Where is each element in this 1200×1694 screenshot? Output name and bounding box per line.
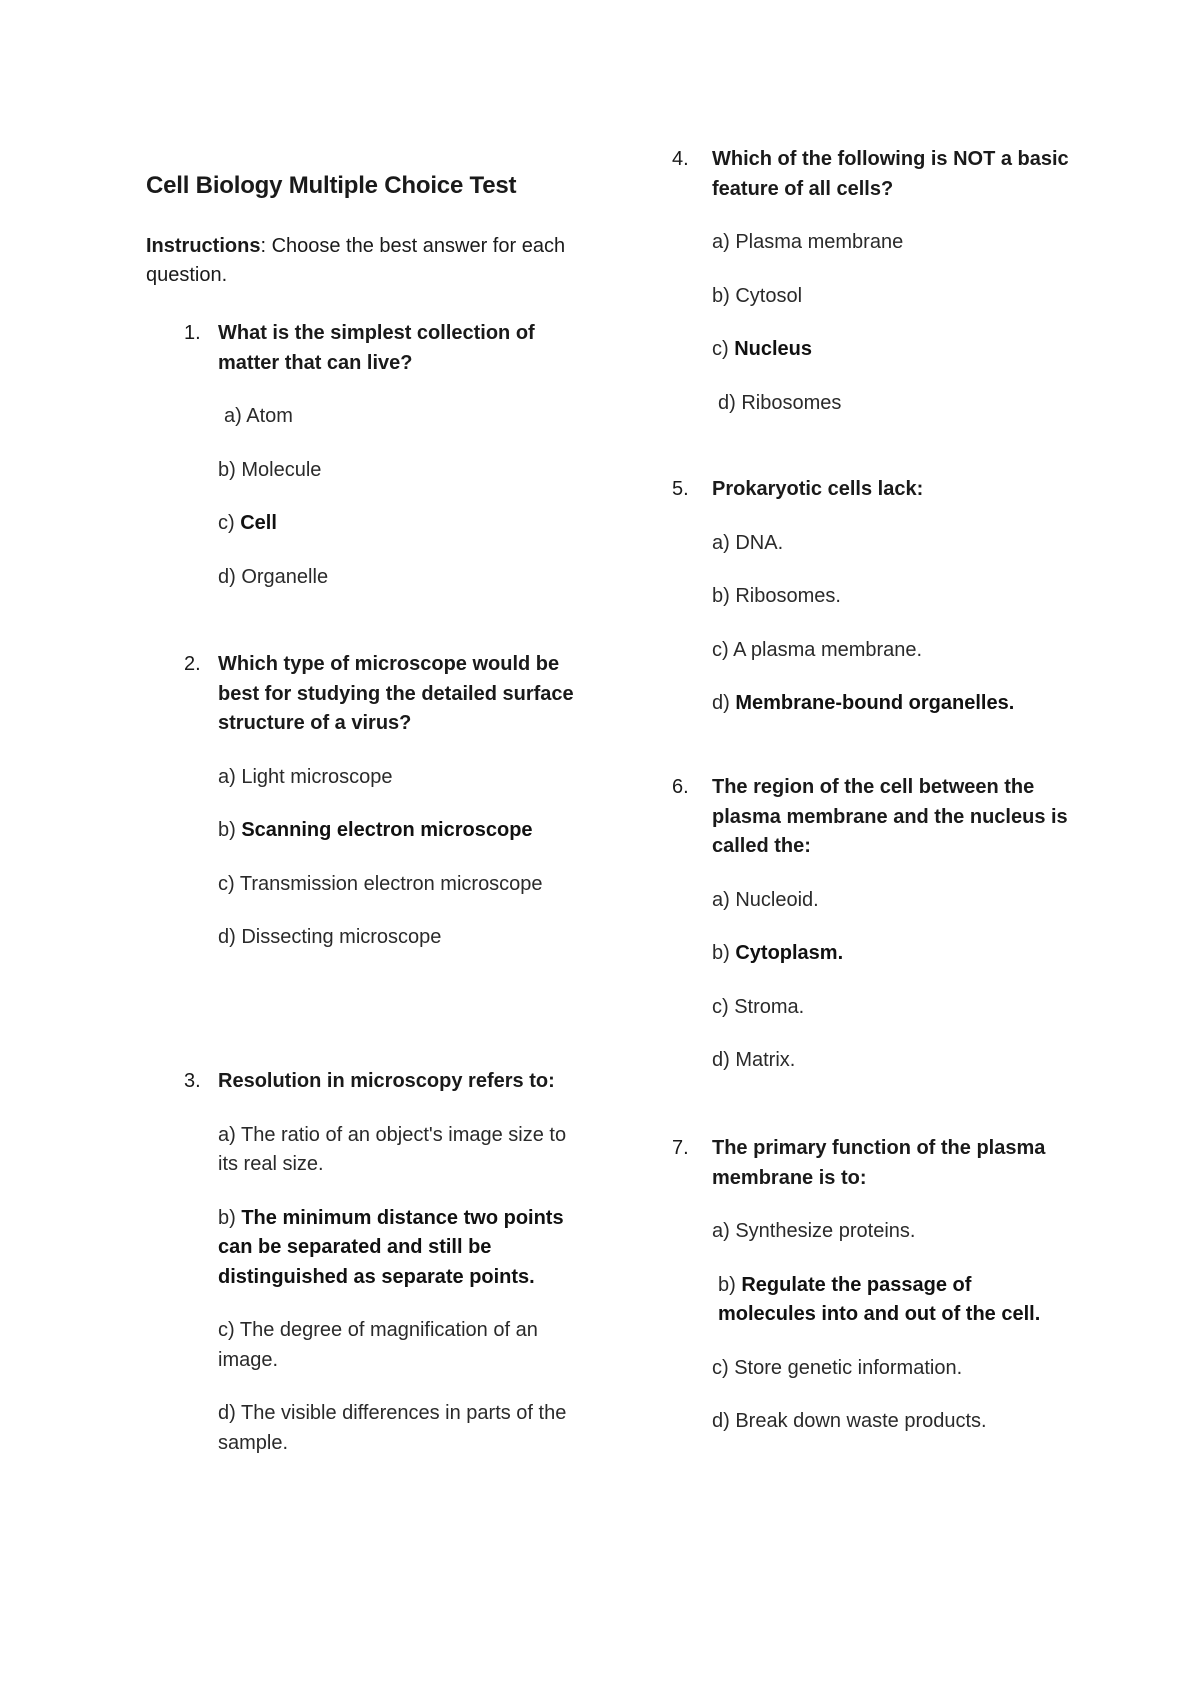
option-text: The visible differences in parts of the sample. [218,1402,567,1454]
answer-option [146,402,586,432]
answer-option [672,1407,1072,1437]
correct-answer-text: Cytoplasm. [735,942,844,964]
answer-option [672,389,1072,419]
instructions [146,232,566,290]
question-text [146,1067,586,1097]
option-text: Organelle [241,565,329,588]
question-3 [146,1067,586,1458]
option-text: A plasma membrane. [733,638,923,661]
instructions-label: Instructions [146,235,261,257]
option-letter: d) [718,391,742,414]
option-letter: b) [218,819,242,841]
option-text: Dissecting microscope [241,926,442,948]
question-4 [672,145,1072,418]
answer-option [672,1046,1072,1076]
option-letter: c) [712,995,735,1018]
option-text: Store genetic information. [734,1356,963,1379]
question-number: 4. [672,148,689,170]
option-letter: c) [712,338,735,360]
question-prompt: Prokaryotic cells lack: [712,478,924,500]
instructions-text: : Choose the best answer for each question. [146,235,566,286]
question-text [146,319,586,378]
answer-option [672,1354,1072,1384]
option-text: Light microscope [241,765,393,788]
answer-option [672,1271,1072,1330]
answer-option [672,993,1072,1023]
answer-option [672,939,1072,969]
question-text [672,475,1072,505]
option-letter: b) [712,585,736,607]
option-text: DNA. [735,531,784,554]
answer-option [146,816,586,846]
option-letter: a) [712,1220,736,1242]
option-text: The ratio of an object's image size to its real size. [218,1123,567,1175]
option-text: Ribosomes. [735,585,841,607]
option-letter: d) [712,1410,736,1432]
answer-option [146,923,586,953]
question-6 [672,773,1072,1076]
option-letter: c) [218,872,240,895]
correct-answer-text: Cell [240,512,277,534]
answer-option [146,456,586,486]
question-number: 6. [672,776,689,798]
question-prompt: Which of the following is NOT a basic feature of all cells? [712,148,1069,200]
option-text: Ribosomes [741,391,842,414]
answer-option [146,509,586,539]
option-letter: b) [718,1273,742,1296]
option-letter: d) [712,1049,736,1071]
answer-option [672,886,1072,916]
option-letter: d) [218,565,242,588]
option-letter: c) [218,1319,240,1341]
question-prompt: The region of the cell between the plasma membrane and the nucleus is called the: [712,776,1068,857]
question-text [672,1134,1072,1193]
page-title: Cell Biology Multiple Choice Test [146,172,517,199]
option-text: Plasma membrane [735,231,904,253]
option-letter: d) [218,926,242,948]
question-prompt: Resolution in microscopy refers to: [218,1070,555,1092]
option-text: Transmission electron microscope [239,872,543,895]
correct-answer-text: The minimum distance two points can be separated and still be distinguished as separate points. [218,1206,564,1288]
option-letter: d) [712,692,736,714]
option-letter: c) [218,512,241,534]
option-letter: a) [218,765,242,788]
question-text [672,773,1072,862]
answer-option [146,870,586,900]
question-2 [146,650,586,953]
answer-option [146,563,586,593]
question-number: 1. [184,322,201,344]
option-text: Atom [246,405,293,427]
question-number: 5. [672,478,689,500]
option-text: Cytosol [735,284,803,307]
option-text: Nucleoid. [735,888,819,911]
answer-option [672,335,1072,365]
option-text: Matrix. [735,1049,796,1071]
correct-answer-text: Nucleus [734,338,813,360]
question-1 [146,319,586,592]
question-5 [672,475,1072,719]
option-text: Molecule [241,458,322,481]
option-text: Stroma. [734,995,805,1018]
answer-option [146,1121,586,1180]
question-number: 7. [672,1137,689,1159]
correct-answer-text: Scanning electron microscope [241,819,533,841]
correct-answer-text: Membrane-bound organelles. [735,692,1015,714]
option-letter: b) [712,942,736,964]
question-prompt: What is the simplest collection of matter that can live? [218,322,535,374]
answer-option [672,228,1072,258]
option-letter: a) [218,1123,241,1146]
option-text: Synthesize proteins. [735,1220,916,1242]
question-prompt: Which type of microscope would be best for studying the detailed surface structure of a virus? [218,653,574,734]
option-letter: b) [218,1206,242,1229]
option-letter: a) [712,231,736,253]
option-letter: a) [224,405,247,427]
option-letter: c) [712,1356,735,1379]
answer-option [146,763,586,793]
answer-option [672,636,1072,666]
option-letter: a) [712,888,736,911]
question-7 [672,1134,1072,1437]
option-text: Break down waste products. [735,1410,987,1432]
answer-option [672,582,1072,612]
correct-answer-text: Regulate the passage of molecules into and out of the cell. [718,1273,1041,1325]
answer-option [672,1217,1072,1247]
answer-option [672,529,1072,559]
question-text [672,145,1072,204]
answer-option [672,282,1072,312]
answer-option [146,1204,586,1293]
question-number: 2. [184,653,201,675]
option-letter: b) [712,284,736,307]
option-letter: a) [712,531,736,554]
question-number: 3. [184,1070,201,1092]
option-letter: c) [712,638,734,661]
answer-option [146,1399,586,1458]
question-text [146,650,586,739]
option-letter: d) [218,1402,241,1424]
answer-option [672,689,1072,719]
option-letter: b) [218,458,242,481]
option-text: The degree of magnification of an image. [218,1319,538,1371]
answer-option [146,1316,586,1375]
question-prompt: The primary function of the plasma membrane is to: [712,1137,1046,1189]
